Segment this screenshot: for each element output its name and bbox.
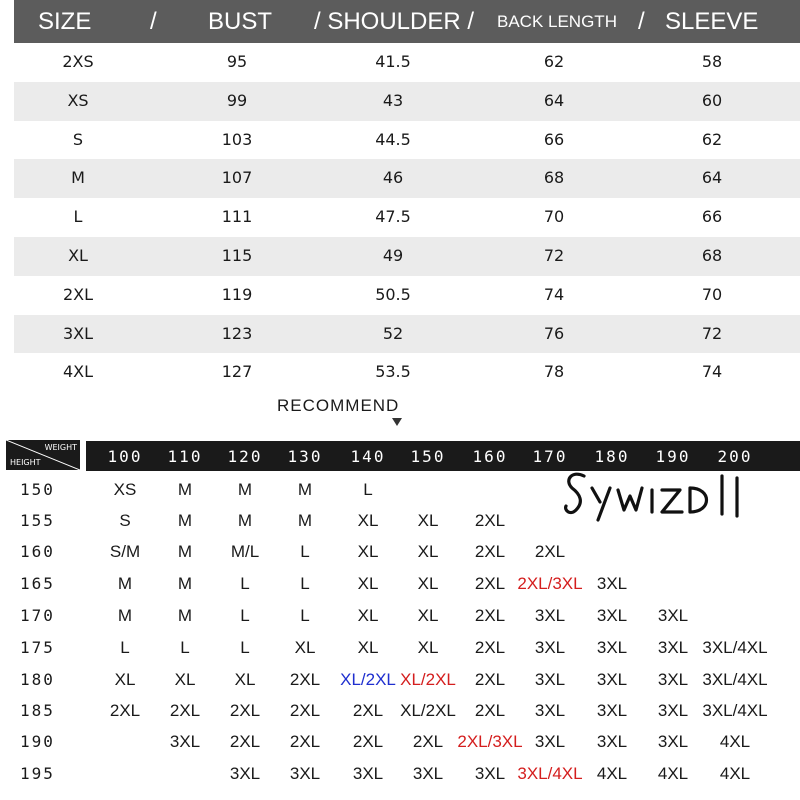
size-header-cell: / <box>638 8 645 35</box>
size-cell: 78 <box>543 362 565 382</box>
recommendation-cell: 3XL <box>169 732 201 751</box>
height-label: 185 <box>20 701 55 720</box>
recommendation-cell: 3XL <box>657 701 689 720</box>
size-cell: 46 <box>382 168 404 188</box>
size-cell: 74 <box>543 284 565 304</box>
size-cell: 111 <box>221 207 253 227</box>
recommendation-cell: 2XL <box>229 701 261 720</box>
recommendation-cell: M <box>297 511 313 530</box>
size-cell: 58 <box>701 52 723 71</box>
size-cell: 115 <box>221 245 253 265</box>
recommendation-cell: 3XL <box>596 701 628 720</box>
weight-label: 110 <box>167 447 203 466</box>
size-row <box>14 276 800 315</box>
size-cell: 64 <box>701 168 723 188</box>
size-cell: 44.5 <box>375 129 411 149</box>
recommendation-cell: S <box>119 511 131 530</box>
recommendation-cell: M <box>297 480 313 499</box>
recommendation-cell: 2XL <box>474 638 506 657</box>
recommendation-cell: XL <box>294 638 316 657</box>
weight-label: 200 <box>717 447 753 466</box>
weight-label: 190 <box>655 447 691 466</box>
height-label: 160 <box>20 542 55 561</box>
weight-label: 180 <box>594 447 630 466</box>
weight-label: 170 <box>532 447 568 466</box>
recommendation-cell: XL/2XL <box>400 701 456 720</box>
size-row <box>14 315 800 354</box>
recommendation-cell: 2XL <box>169 701 201 720</box>
size-cell: 72 <box>701 323 723 343</box>
size-cell: 4XL <box>62 362 94 382</box>
size-row <box>14 353 800 392</box>
recommendation-cell: 2XL <box>474 670 506 689</box>
size-cell: 50.5 <box>375 284 411 304</box>
size-cell: 127 <box>221 362 253 382</box>
size-header-cell: / <box>150 8 157 35</box>
recommendation-cell: S/M <box>109 542 141 561</box>
size-cell: S <box>72 129 84 149</box>
recommendation-cell: 3XL <box>289 764 321 783</box>
size-cell: 60 <box>701 90 723 110</box>
recommendation-cell: 3XL <box>534 606 566 625</box>
height-label: 165 <box>20 574 55 593</box>
weight-corner-label: WEIGHT <box>44 443 77 452</box>
size-cell: 2XS <box>62 52 94 71</box>
recommendation-cell: XL <box>357 511 379 530</box>
size-cell: 2XL <box>62 284 94 304</box>
recommendation-cell: XL <box>234 670 256 689</box>
recommendation-cell: 3XL/4XL <box>517 764 583 783</box>
size-cell: M <box>71 168 85 188</box>
recommendation-cell: 2XL <box>474 701 506 720</box>
recommendation-cell: M <box>177 574 193 593</box>
size-cell: 119 <box>221 284 253 304</box>
recommendation-cell: 3XL <box>229 764 261 783</box>
recommendation-cell: 3XL <box>596 606 628 625</box>
recommendation-cell: 3XL <box>352 764 384 783</box>
recommendation-cell: 2XL <box>474 542 506 561</box>
brand-logo <box>562 466 774 528</box>
recommendation-cell: XL <box>357 574 379 593</box>
recommendation-cell: L <box>300 606 310 625</box>
recommendation-cell: M <box>177 511 193 530</box>
recommendation-cell: 3XL <box>596 670 628 689</box>
size-cell: 66 <box>543 129 565 149</box>
size-cell: 99 <box>226 90 248 110</box>
recommendation-cell: 2XL <box>534 542 566 561</box>
size-cell: 43 <box>382 90 404 110</box>
height-label: 195 <box>20 764 55 783</box>
size-cell: 52 <box>382 323 404 343</box>
recommendation-cell: XL <box>417 542 439 561</box>
recommendation-cell: 4XL <box>719 732 751 751</box>
size-cell: 47.5 <box>375 207 411 227</box>
height-label: 170 <box>20 606 55 625</box>
size-cell: 3XL <box>62 323 94 343</box>
weight-label: 120 <box>227 447 263 466</box>
size-cell: 95 <box>226 52 248 71</box>
size-cell: 74 <box>701 362 723 382</box>
weight-label: 130 <box>287 447 323 466</box>
recommendation-cell: 3XL <box>657 670 689 689</box>
size-cell: XL <box>68 245 88 265</box>
weight-label: 150 <box>410 447 446 466</box>
size-cell: 103 <box>221 129 253 149</box>
size-cell: 66 <box>701 207 723 227</box>
size-row <box>14 159 800 198</box>
size-cell: XS <box>67 90 89 110</box>
size-cell: 76 <box>543 323 565 343</box>
recommendation-cell: XL/2XL <box>340 670 396 689</box>
recommendation-cell: 3XL <box>596 638 628 657</box>
size-cell: 49 <box>382 245 404 265</box>
size-row <box>14 121 800 160</box>
recommendation-cell: 2XL <box>352 701 384 720</box>
recommendation-cell: XL <box>417 638 439 657</box>
recommendation-cell: 2XL <box>289 701 321 720</box>
size-cell: 53.5 <box>375 362 411 382</box>
recommendation-cell: XL <box>417 511 439 530</box>
recommendation-cell: M <box>237 511 253 530</box>
size-cell: 107 <box>221 168 253 188</box>
size-cell: 68 <box>701 245 723 265</box>
height-label: 180 <box>20 670 55 689</box>
recommendation-cell: 2XL <box>289 670 321 689</box>
size-chart-body <box>14 43 800 392</box>
size-header-cell: SLEEVE <box>665 8 759 35</box>
recommendation-cell: 2XL <box>229 732 261 751</box>
recommendation-cell: 3XL <box>657 732 689 751</box>
recommendation-cell: 3XL/4XL <box>702 670 768 689</box>
recommendation-cell: 2XL <box>474 606 506 625</box>
recommendation-cell: XL <box>357 638 379 657</box>
recommendation-cell: XL <box>114 670 136 689</box>
recommend-label: RECOMMEND <box>277 396 400 415</box>
size-cell: 123 <box>221 323 253 343</box>
recommendation-cell: XL <box>417 574 439 593</box>
recommendation-cell: 2XL <box>109 701 141 720</box>
size-cell: 62 <box>543 52 565 71</box>
weight-label: 160 <box>472 447 508 466</box>
recommendation-cell: 2XL <box>474 511 506 530</box>
height-label: 155 <box>20 511 55 530</box>
size-cell: 62 <box>701 129 723 149</box>
recommendation-cell: 3XL <box>534 638 566 657</box>
recommendation-cell: 4XL <box>657 764 689 783</box>
recommendation-cell: L <box>240 606 250 625</box>
recommendation-cell: M <box>117 574 133 593</box>
recommendation-cell: 3XL <box>657 638 689 657</box>
size-row <box>14 82 800 121</box>
recommendation-cell: 3XL <box>534 732 566 751</box>
recommendation-cell: XS <box>113 480 137 499</box>
height-label: 150 <box>20 480 55 499</box>
size-cell: L <box>73 207 83 227</box>
size-header-cell: BACK LENGTH <box>497 12 617 31</box>
recommendation-cell: M/L <box>230 542 260 561</box>
recommendation-cell: XL <box>417 606 439 625</box>
recommendation-cell: L <box>240 638 250 657</box>
recommendation-cell: M <box>237 480 253 499</box>
size-chart-header <box>14 0 800 43</box>
recommendation-cell: M <box>117 606 133 625</box>
size-header-cell: BUST <box>208 8 273 35</box>
recommendation-cell: XL <box>357 542 379 561</box>
recommendation-cell: 3XL <box>534 701 566 720</box>
recommendation-cell: 4XL <box>719 764 751 783</box>
recommendation-cell: 3XL <box>596 732 628 751</box>
recommendation-cell: M <box>177 606 193 625</box>
weight-label: 140 <box>350 447 386 466</box>
recommendation-cell: 3XL <box>412 764 444 783</box>
size-header-cell: / SHOULDER / <box>314 8 475 35</box>
weight-height-corner <box>6 440 80 470</box>
recommendation-cell: 3XL <box>474 764 506 783</box>
recommendation-cell: 3XL <box>596 574 628 593</box>
recommendation-cell: L <box>120 638 130 657</box>
recommendation-cell: 2XL <box>412 732 444 751</box>
size-cell: 64 <box>543 90 565 110</box>
recommendation-cell: L <box>363 480 373 499</box>
recommendation-cell: M <box>177 480 193 499</box>
weight-label: 100 <box>107 447 143 466</box>
recommendation-cell: XL <box>174 670 196 689</box>
height-label: 190 <box>20 732 55 751</box>
size-row <box>14 198 800 237</box>
size-cell: 70 <box>701 284 723 304</box>
height-label: 175 <box>20 638 55 657</box>
recommendation-cell: 3XL/4XL <box>702 638 768 657</box>
recommendation-cell: L <box>300 542 310 561</box>
recommendation-cell: XL/2XL <box>400 670 456 689</box>
recommendation-cell: M <box>177 542 193 561</box>
recommendation-cell: 4XL <box>596 764 628 783</box>
recommendation-cell: 3XL/4XL <box>702 701 768 720</box>
recommendation-cell: XL <box>357 606 379 625</box>
height-corner-label: HEIGHT <box>10 458 41 467</box>
recommendation-cell: 3XL <box>534 670 566 689</box>
size-cell: 41.5 <box>375 52 411 71</box>
size-cell: 68 <box>543 168 565 188</box>
recommendation-cell: L <box>240 574 250 593</box>
recommendation-cell: 3XL <box>657 606 689 625</box>
recommendation-cell: 2XL/3XL <box>517 574 583 593</box>
recommendation-cell: L <box>180 638 190 657</box>
arrow-down-icon <box>392 418 402 426</box>
size-cell: 70 <box>543 207 565 227</box>
recommendation-cell: 2XL <box>352 732 384 751</box>
recommendation-cell: 2XL <box>289 732 321 751</box>
recommendation-cell: L <box>300 574 310 593</box>
size-header-cell: SIZE <box>38 8 92 35</box>
size-row <box>14 43 800 82</box>
recommendation-cell: 2XL/3XL <box>457 732 523 751</box>
size-cell: 72 <box>543 245 565 265</box>
recommendation-cell: 2XL <box>474 574 506 593</box>
size-row <box>14 237 800 276</box>
